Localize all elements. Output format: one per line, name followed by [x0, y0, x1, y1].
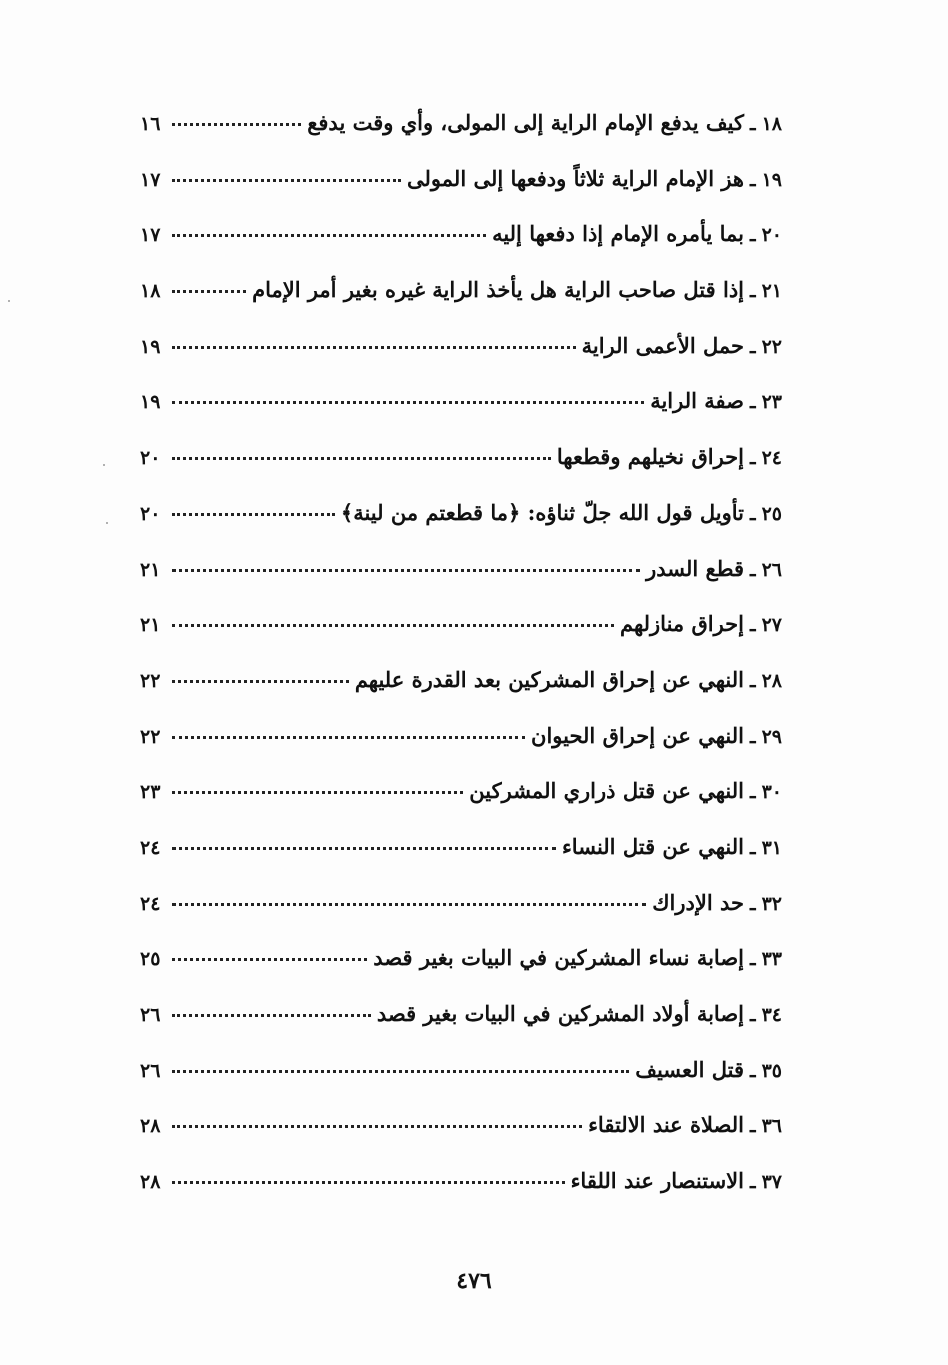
entry-page-number: ٢٠ — [140, 447, 161, 470]
entry-page-number: ٢٨ — [140, 1115, 161, 1138]
entry-separator: ـ — [750, 224, 756, 247]
entry-title: كيف يدفع الإمام الراية إلى المولى، وأي وقت يدفع — [307, 110, 744, 135]
entry-separator: ـ — [750, 614, 756, 637]
entry-number: ٣٢ — [761, 892, 782, 915]
dot-leader — [172, 457, 551, 460]
entry-separator: ـ — [750, 1171, 756, 1194]
entry-separator: ـ — [750, 725, 756, 748]
dot-leader — [172, 1125, 582, 1128]
entry-title: النهي عن إحراق المشركين بعد القدرة عليهم — [354, 666, 744, 692]
toc-entry — [140, 221, 782, 277]
dot-leader — [172, 958, 367, 961]
entry-separator: ـ — [750, 1059, 756, 1082]
entry-title: النهي عن قتل ذراري المشركين — [469, 778, 744, 804]
entry-page-number: ٢٣ — [140, 781, 161, 804]
entry-title: إحراق منازلهم — [619, 611, 744, 637]
toc-entry — [140, 388, 782, 444]
entry-title: إحراق نخيلهم وقطعها — [556, 444, 744, 470]
scan-speck — [8, 300, 10, 302]
entry-number: ٣١ — [761, 836, 782, 859]
entry-page-number: ١٦ — [140, 113, 161, 135]
dot-leader — [172, 401, 644, 404]
entry-title: بما يأمره الإمام إذا دفعها إليه — [492, 221, 744, 247]
dot-leader — [172, 624, 614, 627]
dot-leader — [172, 123, 301, 126]
entry-number: ٣٤ — [761, 1004, 782, 1026]
dot-leader — [172, 569, 640, 572]
entry-separator: ـ — [750, 1004, 756, 1026]
entry-page-number: ٢٦ — [140, 1059, 161, 1082]
scan-speck — [106, 522, 108, 524]
entry-title: الصلاة عند الالتقاء — [588, 1112, 744, 1138]
entry-separator: ـ — [750, 948, 756, 971]
entry-page-number: ٢٥ — [140, 948, 161, 971]
entry-separator: ـ — [750, 113, 756, 135]
dot-leader — [172, 1181, 565, 1184]
entry-number: ٣٣ — [761, 948, 782, 971]
dot-leader — [172, 513, 335, 516]
entry-number: ٢٢ — [761, 335, 782, 358]
entry-title: قطع السدر — [646, 555, 744, 581]
toc-entry — [140, 277, 782, 333]
entry-page-number: ١٧ — [140, 168, 161, 191]
toc-entry — [140, 667, 782, 723]
entry-page-number: ٢٦ — [140, 1004, 161, 1026]
dot-leader — [172, 1014, 371, 1017]
entry-separator: ـ — [750, 836, 756, 859]
toc-entry — [140, 556, 782, 612]
entry-number: ٣٠ — [761, 781, 782, 804]
toc-entry — [140, 166, 782, 222]
entry-page-number: ١٩ — [140, 391, 161, 414]
entry-title: حمل الأعمى الراية — [581, 332, 744, 358]
entry-title: النهي عن إحراق الحيوان — [531, 722, 744, 748]
entry-page-number: ١٩ — [140, 335, 161, 358]
entry-number: ١٩ — [761, 168, 782, 191]
entry-number: ٢٣ — [761, 391, 782, 414]
toc-entry — [140, 1168, 782, 1224]
entry-page-number: ٢٨ — [140, 1171, 161, 1194]
toc-entry — [140, 1001, 782, 1057]
toc-entry — [140, 444, 782, 500]
entry-number: ٣٦ — [761, 1115, 782, 1138]
entry-title: حد الإدراك — [652, 889, 744, 915]
entry-title: النهي عن قتل النساء — [561, 833, 744, 859]
toc-entry — [140, 1112, 782, 1168]
toc-entry — [140, 333, 782, 389]
entry-page-number: ٢٢ — [140, 669, 161, 692]
entry-separator: ـ — [750, 280, 756, 303]
page-number: ٤٧٦ — [456, 1268, 492, 1294]
entry-page-number: ٢١ — [140, 614, 161, 637]
dot-leader — [172, 290, 246, 293]
entry-number: ٣٧ — [761, 1171, 782, 1194]
toc-entry — [140, 611, 782, 667]
entry-title: هز الإمام الراية ثلاثاً ودفعها إلى المولى — [407, 165, 744, 191]
dot-leader — [172, 680, 349, 683]
entry-number: ٢١ — [761, 280, 782, 303]
dot-leader — [172, 903, 646, 906]
entry-page-number: ٢٠ — [140, 502, 161, 525]
entry-page-number: ٢٤ — [140, 836, 161, 859]
entry-page-number: ٢٢ — [140, 725, 161, 748]
dot-leader — [172, 791, 463, 794]
entry-page-number: ١٨ — [140, 280, 161, 303]
scan-speck — [103, 464, 105, 466]
entry-number: ٢٩ — [761, 725, 782, 748]
entry-separator: ـ — [750, 892, 756, 915]
entry-number: ٢٥ — [761, 502, 782, 525]
entry-title: إذا قتل صاحب الراية هل يأخذ الراية غيره بغير أمر الإمام — [252, 277, 744, 303]
entry-number: ٢٧ — [761, 614, 782, 637]
entry-title: صفة الراية — [650, 388, 744, 414]
dot-leader — [172, 1070, 629, 1073]
entry-title: قتل العسيف — [635, 1056, 744, 1082]
entry-separator: ـ — [750, 781, 756, 804]
dot-leader — [172, 346, 576, 349]
table-of-contents — [140, 110, 782, 1224]
toc-entry — [140, 500, 782, 556]
entry-number: ٣٥ — [761, 1059, 782, 1082]
entry-separator: ـ — [750, 335, 756, 358]
toc-entry — [140, 890, 782, 946]
dot-leader — [172, 234, 486, 237]
dot-leader — [172, 179, 401, 182]
entry-separator: ـ — [750, 447, 756, 470]
entry-separator: ـ — [750, 669, 756, 692]
entry-separator: ـ — [750, 391, 756, 414]
entry-number: ٢٠ — [761, 224, 782, 247]
dot-leader — [172, 736, 525, 739]
entry-number: ٢٨ — [761, 669, 782, 692]
entry-number: ٢٤ — [761, 447, 782, 470]
entry-title: تأويل قول الله جلّ ثناؤه: ﴿ما قطعتم من لينة﴾ — [340, 499, 744, 525]
entry-separator: ـ — [750, 1115, 756, 1138]
entry-number: ٢٦ — [761, 558, 782, 581]
entry-number: ١٨ — [761, 113, 782, 135]
toc-entry — [140, 778, 782, 834]
toc-entry — [140, 110, 782, 166]
entry-page-number: ٢١ — [140, 558, 161, 581]
toc-entry — [140, 945, 782, 1001]
dot-leader — [172, 847, 556, 850]
entry-title: الاستنصار عند اللقاء — [570, 1168, 744, 1194]
toc-entry — [140, 723, 782, 779]
toc-entry — [140, 1057, 782, 1113]
toc-entry — [140, 834, 782, 890]
entry-page-number: ٢٤ — [140, 892, 161, 915]
entry-page-number: ١٧ — [140, 224, 161, 247]
entry-separator: ـ — [750, 502, 756, 525]
entry-separator: ـ — [750, 558, 756, 581]
entry-separator: ـ — [750, 168, 756, 191]
entry-title: إصابة نساء المشركين في البيات بغير قصد — [373, 945, 744, 971]
entry-title: إصابة أولاد المشركين في البيات بغير قصد — [376, 1001, 744, 1026]
